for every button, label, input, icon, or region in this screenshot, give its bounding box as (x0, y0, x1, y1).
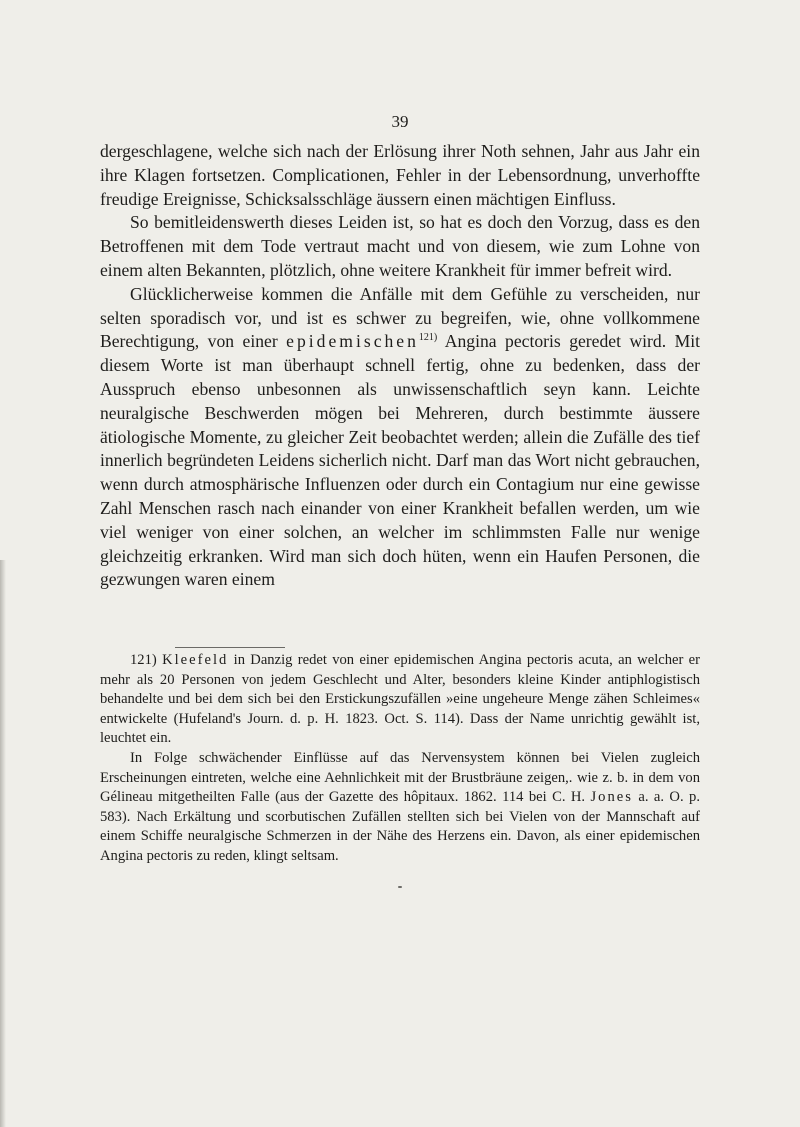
footnotes (100, 651, 700, 867)
author-jones: Jones (590, 789, 633, 806)
page-number: 39 (391, 112, 409, 131)
footnote-121 (100, 651, 700, 749)
paragraph-2: So bemitleidenswerth dieses Leiden ist, so hat es doch den Vorzug, dass es den Betroffenen mit dem Tode vertraut macht und von diesem, wie zum Lohne von einem alten Bekannten, plötzlich, ohne weitere Krankheit für immer befreit wird. (100, 212, 700, 280)
paragraph-3 (100, 283, 700, 592)
paragraph-1: dergeschlagene, welche sich nach der Erlösung ihrer Noth sehnen, Jahr aus Jahr ein ihre Klagen fortsetzen. Complicationen, Fehler in der Lebensordnung, unverhoffte freudige Ereignisse, Schicksalsschläge äussern einen mächtigen Einfluss. (100, 141, 700, 209)
footnote-number: 121) (130, 652, 157, 668)
emphasis-epidemischen: epidemischen (286, 331, 419, 352)
ink-speck (398, 886, 402, 888)
footnote-121-text: in Danzig redet von einer epidemischen Angina pectoris acuta, an welcher er mehr als 20 Personen von jedem Geschlecht und Alter, besonders kleine Kinder antiphlogistisch behandelte und bei dem sich bei den Erstickungszufällen »eine ungeheure Menge zähen Schleimes« entwickelte (Hufeland's Journ. d. p. H. 1823. Oct. S. 114). Dass der Name unrichtig gewählt ist, leuchtet ein. (100, 652, 700, 747)
page-edge-shadow (0, 560, 6, 1127)
footnote-continuation-part-a: In Folge schwächender Einflüsse auf das Nervensystem können bei Vielen zugleich Erscheinungen eintreten, welche eine Aehnlichkeit mit der Brustbräune zeigen,. wie z. b. in dem von Gélineau mitgetheilten Falle (aus der Gazette des hôpitaux. 1862. 114 bei C. H. (100, 749, 700, 806)
footnote-continuation-part-b: a. a. O. p. 583). Nach Erkältung und scorbutischen Zufällen stellten sich bei Vielen von der Mannschaft auf einem Schiffe neuralgische Schmerzen in der Nähe des Herzens ein. Davon, als einer epidemischen Angina pectoris zu reden, klingt seltsam. (100, 789, 700, 864)
author-kleefeld: Kleefeld (162, 652, 229, 668)
footnote-separator (175, 647, 285, 648)
main-text (100, 140, 700, 592)
paragraph-3-part-a: Glücklicherweise kommen die Anfälle mit dem Gefühle zu verscheiden, nur selten sporadisch vor, und ist es schwer zu begreifen, wie, ohne vollkommene Berechtigung, von einer (100, 283, 700, 352)
paragraph-3-part-b: Angina pectoris geredet wird. Mit diesem Worte ist man überhaupt schnell fertig, ohne zu bedenken, dass der Ausspruch ebenso unbesonnen als unwissenschaftlich seyn kann. Leichte neuralgische Beschwerden mögen bei Mehreren, durch bestimmte äussere ätiologische Momente, zu gleicher Zeit beobachtet werden; allein die Zufälle des tief innerlich begründeten Leidens sicherlich nicht. Darf man das Wort nicht gebrauchen, wenn durch atmosphärische Influenzen oder durch ein Contagium nur eine gewisse Zahl Menschen rasch nach einander von einer Krankheit befallen werden, um wie viel weniger von einer solchen, an welcher im schlimmsten Falle nur wenige gleichzeitig erkranken. Wird man sich doch hüten, wenn ein Haufen Personen, die gezwungen waren einem (100, 331, 700, 590)
footnote-ref-121[interactable]: 121) (418, 332, 438, 344)
footnote-continuation (100, 749, 700, 867)
